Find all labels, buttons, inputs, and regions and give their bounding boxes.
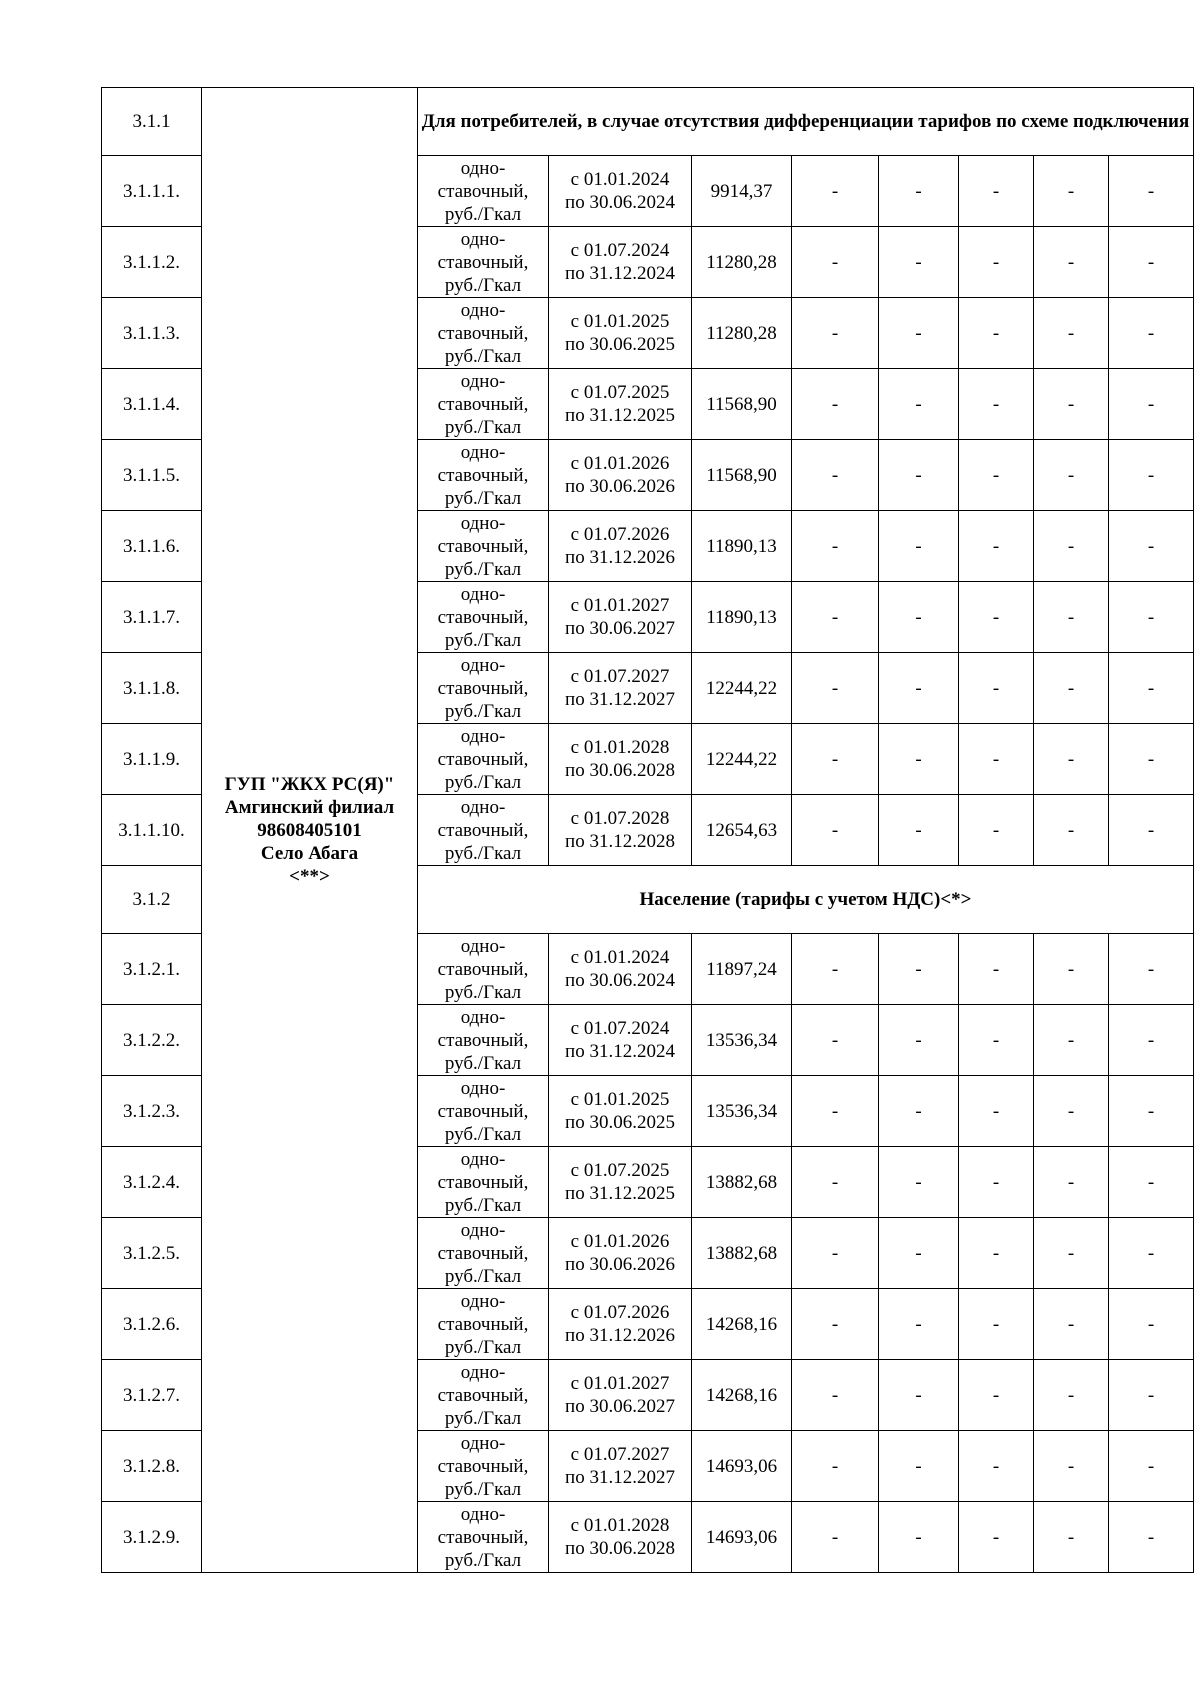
period-to: по 31.12.2026 <box>565 1325 675 1346</box>
tariff-type-line1: одно- <box>460 228 506 250</box>
tariff-type-line3: руб./Гкал <box>444 345 522 367</box>
tariff-value: 14693,06 <box>692 1502 792 1573</box>
period-cell <box>549 227 692 298</box>
period-to: по 31.12.2027 <box>565 1467 675 1488</box>
empty-value-dash: - <box>792 369 879 440</box>
tariff-type-line1: одно- <box>460 370 506 392</box>
tariff-value: 13882,68 <box>692 1147 792 1218</box>
period-from: с 01.01.2026 <box>570 453 670 474</box>
tariff-type-line3: руб./Гкал <box>444 1336 522 1358</box>
empty-value-dash: - <box>1109 724 1194 795</box>
tariff-type-line2: ставочный, <box>437 1384 529 1406</box>
empty-value-dash: - <box>1109 1289 1194 1360</box>
empty-value-dash: - <box>1034 369 1109 440</box>
row-number: 3.1.2.9. <box>102 1502 202 1573</box>
tariff-value: 11890,13 <box>692 511 792 582</box>
empty-value-dash: - <box>959 653 1034 724</box>
empty-value-dash: - <box>1034 1289 1109 1360</box>
tariff-type-line2: ставочный, <box>437 1455 529 1477</box>
row-number: 3.1.2.5. <box>102 1218 202 1289</box>
empty-value-dash: - <box>792 582 879 653</box>
empty-value-dash: - <box>879 582 959 653</box>
period-from: с 01.07.2025 <box>570 382 670 403</box>
row-number: 3.1.1.6. <box>102 511 202 582</box>
tariff-value: 11280,28 <box>692 227 792 298</box>
empty-value-dash: - <box>792 934 879 1005</box>
tariff-value: 11280,28 <box>692 298 792 369</box>
tariff-value: 9914,37 <box>692 156 792 227</box>
period-cell <box>549 369 692 440</box>
empty-value-dash: - <box>1034 156 1109 227</box>
empty-value-dash: - <box>1034 582 1109 653</box>
empty-value-dash: - <box>1034 1005 1109 1076</box>
period-cell <box>549 1360 692 1431</box>
empty-value-dash: - <box>879 440 959 511</box>
tariff-value: 12654,63 <box>692 795 792 866</box>
empty-value-dash: - <box>879 227 959 298</box>
tariff-type-line3: руб./Гкал <box>444 1549 522 1571</box>
period-to: по 31.12.2028 <box>565 831 675 852</box>
empty-value-dash: - <box>792 1147 879 1218</box>
tariff-type-line1: одно- <box>460 299 506 321</box>
row-number: 3.1.2.7. <box>102 1360 202 1431</box>
period-to: по 31.12.2027 <box>565 689 675 710</box>
empty-value-dash: - <box>959 1502 1034 1573</box>
tariff-value: 11897,24 <box>692 934 792 1005</box>
empty-value-dash: - <box>879 1431 959 1502</box>
tariff-type-line2: ставочный, <box>437 180 529 202</box>
tariff-value: 12244,22 <box>692 653 792 724</box>
row-number: 3.1.2.1. <box>102 934 202 1005</box>
tariff-type-cell <box>418 440 549 511</box>
row-number: 3.1.1.10. <box>102 795 202 866</box>
tariff-type-line3: руб./Гкал <box>444 981 522 1003</box>
empty-value-dash: - <box>879 1076 959 1147</box>
tariff-type-line3: руб./Гкал <box>444 1265 522 1287</box>
empty-value-dash: - <box>792 1502 879 1573</box>
tariff-type-line1: одно- <box>460 935 506 957</box>
tariff-type-line3: руб./Гкал <box>444 629 522 651</box>
empty-value-dash: - <box>792 653 879 724</box>
period-cell <box>549 795 692 866</box>
empty-value-dash: - <box>1109 582 1194 653</box>
row-number: 3.1.2.4. <box>102 1147 202 1218</box>
row-number: 3.1.1.8. <box>102 653 202 724</box>
empty-value-dash: - <box>1109 934 1194 1005</box>
period-from: с 01.01.2028 <box>570 737 670 758</box>
period-from: с 01.07.2024 <box>570 240 670 261</box>
period-cell <box>549 1147 692 1218</box>
empty-value-dash: - <box>959 440 1034 511</box>
tariff-type-line1: одно- <box>460 1432 506 1454</box>
period-to: по 31.12.2025 <box>565 405 675 426</box>
period-cell <box>549 511 692 582</box>
tariff-type-cell <box>418 934 549 1005</box>
tariff-type-line2: ставочный, <box>437 393 529 415</box>
tariff-type-cell <box>418 1360 549 1431</box>
period-from: с 01.07.2027 <box>570 1444 670 1465</box>
tariff-value: 12244,22 <box>692 724 792 795</box>
empty-value-dash: - <box>1109 653 1194 724</box>
empty-value-dash: - <box>1034 1360 1109 1431</box>
tariff-type-line1: одно- <box>460 583 506 605</box>
empty-value-dash: - <box>792 298 879 369</box>
tariff-type-line2: ставочный, <box>437 251 529 273</box>
period-to: по 31.12.2024 <box>565 1041 675 1062</box>
period-from: с 01.01.2024 <box>570 169 670 190</box>
empty-value-dash: - <box>1034 511 1109 582</box>
tariff-type-line2: ставочный, <box>437 535 529 557</box>
tariff-type-line3: руб./Гкал <box>444 1478 522 1500</box>
empty-value-dash: - <box>1109 1218 1194 1289</box>
empty-value-dash: - <box>959 1360 1034 1431</box>
tariff-value: 13536,34 <box>692 1005 792 1076</box>
period-from: с 01.01.2025 <box>570 1089 670 1110</box>
empty-value-dash: - <box>792 1360 879 1431</box>
empty-value-dash: - <box>1034 934 1109 1005</box>
period-to: по 30.06.2025 <box>565 334 675 355</box>
tariff-type-cell <box>418 653 549 724</box>
empty-value-dash: - <box>1109 1360 1194 1431</box>
empty-value-dash: - <box>879 369 959 440</box>
period-to: по 30.06.2025 <box>565 1112 675 1133</box>
period-to: по 30.06.2028 <box>565 1538 675 1559</box>
tariff-type-cell <box>418 156 549 227</box>
tariff-value: 13882,68 <box>692 1218 792 1289</box>
tariff-table <box>101 87 1194 1573</box>
tariff-type-cell <box>418 582 549 653</box>
tariff-type-line3: руб./Гкал <box>444 274 522 296</box>
empty-value-dash: - <box>1034 1431 1109 1502</box>
empty-value-dash: - <box>879 1218 959 1289</box>
empty-value-dash: - <box>1109 511 1194 582</box>
empty-value-dash: - <box>959 227 1034 298</box>
tariff-type-line1: одно- <box>460 1219 506 1241</box>
empty-value-dash: - <box>1109 1431 1194 1502</box>
period-from: с 01.07.2026 <box>570 1302 670 1323</box>
empty-value-dash: - <box>792 440 879 511</box>
empty-value-dash: - <box>1034 440 1109 511</box>
period-cell <box>549 1005 692 1076</box>
period-to: по 30.06.2026 <box>565 1254 675 1275</box>
empty-value-dash: - <box>879 1360 959 1431</box>
empty-value-dash: - <box>879 1005 959 1076</box>
tariff-type-line2: ставочный, <box>437 958 529 980</box>
empty-value-dash: - <box>1109 440 1194 511</box>
empty-value-dash: - <box>1109 298 1194 369</box>
empty-value-dash: - <box>1034 1076 1109 1147</box>
period-cell <box>549 724 692 795</box>
period-to: по 31.12.2024 <box>565 263 675 284</box>
empty-value-dash: - <box>792 1431 879 1502</box>
organization-line2: Амгинский филиал <box>224 796 395 818</box>
row-number: 3.1.1.9. <box>102 724 202 795</box>
empty-value-dash: - <box>1109 795 1194 866</box>
tariff-type-cell <box>418 1147 549 1218</box>
tariff-type-line3: руб./Гкал <box>444 416 522 438</box>
empty-value-dash: - <box>792 227 879 298</box>
tariff-type-line1: одно- <box>460 157 506 179</box>
empty-value-dash: - <box>959 1431 1034 1502</box>
empty-value-dash: - <box>879 653 959 724</box>
tariff-value: 14268,16 <box>692 1360 792 1431</box>
empty-value-dash: - <box>792 1289 879 1360</box>
empty-value-dash: - <box>879 298 959 369</box>
period-cell <box>549 298 692 369</box>
section-number: 3.1.1 <box>102 88 202 156</box>
period-from: с 01.01.2024 <box>570 947 670 968</box>
empty-value-dash: - <box>1034 795 1109 866</box>
row-number: 3.1.2.8. <box>102 1431 202 1502</box>
tariff-value: 11568,90 <box>692 369 792 440</box>
empty-value-dash: - <box>959 1218 1034 1289</box>
tariff-type-line1: одно- <box>460 725 506 747</box>
period-from: с 01.01.2025 <box>570 311 670 332</box>
empty-value-dash: - <box>959 795 1034 866</box>
period-cell <box>549 156 692 227</box>
tariff-type-line2: ставочный, <box>437 606 529 628</box>
organization-line1: ГУП "ЖКХ РС(Я)" <box>224 773 395 795</box>
tariff-value: 11890,13 <box>692 582 792 653</box>
period-cell <box>549 440 692 511</box>
period-cell <box>549 582 692 653</box>
tariff-type-line1: одно- <box>460 1148 506 1170</box>
empty-value-dash: - <box>1109 156 1194 227</box>
tariff-type-line2: ставочный, <box>437 819 529 841</box>
tariff-type-line1: одно- <box>460 1361 506 1383</box>
tariff-type-line3: руб./Гкал <box>444 842 522 864</box>
tariff-type-line1: одно- <box>460 1006 506 1028</box>
empty-value-dash: - <box>959 724 1034 795</box>
period-to: по 30.06.2024 <box>565 970 675 991</box>
tariff-type-cell <box>418 369 549 440</box>
row-number: 3.1.1.1. <box>102 156 202 227</box>
period-cell <box>549 1431 692 1502</box>
period-to: по 30.06.2026 <box>565 476 675 497</box>
tariff-type-cell <box>418 298 549 369</box>
row-number: 3.1.2.6. <box>102 1289 202 1360</box>
tariff-type-line1: одно- <box>460 654 506 676</box>
row-number: 3.1.1.4. <box>102 369 202 440</box>
empty-value-dash: - <box>792 511 879 582</box>
section-number: 3.1.2 <box>102 866 202 934</box>
tariff-table-body <box>102 88 1194 1573</box>
section-title: Население (тарифы с учетом НДС)<*> <box>418 866 1194 934</box>
empty-value-dash: - <box>959 369 1034 440</box>
period-from: с 01.07.2027 <box>570 666 670 687</box>
tariff-type-line2: ставочный, <box>437 1313 529 1335</box>
empty-value-dash: - <box>879 1289 959 1360</box>
tariff-type-line3: руб./Гкал <box>444 1194 522 1216</box>
empty-value-dash: - <box>959 156 1034 227</box>
empty-value-dash: - <box>879 511 959 582</box>
empty-value-dash: - <box>1034 724 1109 795</box>
period-from: с 01.01.2026 <box>570 1231 670 1252</box>
section-header-row <box>102 88 1194 156</box>
row-number: 3.1.1.3. <box>102 298 202 369</box>
tariff-type-line3: руб./Гкал <box>444 1123 522 1145</box>
tariff-type-line1: одно- <box>460 512 506 534</box>
period-cell <box>549 653 692 724</box>
empty-value-dash: - <box>959 934 1034 1005</box>
period-cell <box>549 1076 692 1147</box>
tariff-type-line2: ставочный, <box>437 322 529 344</box>
tariff-type-cell <box>418 795 549 866</box>
period-to: по 31.12.2026 <box>565 547 675 568</box>
period-from: с 01.07.2028 <box>570 808 670 829</box>
tariff-type-cell <box>418 1502 549 1573</box>
empty-value-dash: - <box>959 1289 1034 1360</box>
period-from: с 01.07.2025 <box>570 1160 670 1181</box>
tariff-type-cell <box>418 1005 549 1076</box>
empty-value-dash: - <box>792 724 879 795</box>
empty-value-dash: - <box>959 1005 1034 1076</box>
empty-value-dash: - <box>1109 1005 1194 1076</box>
row-number: 3.1.1.5. <box>102 440 202 511</box>
tariff-type-line1: одно- <box>460 1290 506 1312</box>
tariff-type-line2: ставочный, <box>437 464 529 486</box>
period-from: с 01.01.2027 <box>570 1373 670 1394</box>
tariff-type-cell <box>418 1431 549 1502</box>
empty-value-dash: - <box>1109 369 1194 440</box>
empty-value-dash: - <box>1109 1502 1194 1573</box>
empty-value-dash: - <box>1034 1147 1109 1218</box>
tariff-value: 11568,90 <box>692 440 792 511</box>
row-number: 3.1.1.2. <box>102 227 202 298</box>
tariff-type-line2: ставочный, <box>437 1100 529 1122</box>
empty-value-dash: - <box>792 795 879 866</box>
tariff-type-line2: ставочный, <box>437 1526 529 1548</box>
tariff-value: 13536,34 <box>692 1076 792 1147</box>
empty-value-dash: - <box>879 1502 959 1573</box>
tariff-type-line1: одно- <box>460 441 506 463</box>
tariff-type-cell <box>418 1076 549 1147</box>
empty-value-dash: - <box>879 724 959 795</box>
empty-value-dash: - <box>1034 1218 1109 1289</box>
tariff-type-line1: одно- <box>460 796 506 818</box>
empty-value-dash: - <box>959 511 1034 582</box>
tariff-type-cell <box>418 227 549 298</box>
period-cell <box>549 1218 692 1289</box>
tariff-type-line3: руб./Гкал <box>444 558 522 580</box>
tariff-type-line2: ставочный, <box>437 677 529 699</box>
empty-value-dash: - <box>879 156 959 227</box>
tariff-type-cell <box>418 724 549 795</box>
empty-value-dash: - <box>1034 1502 1109 1573</box>
tariff-type-line3: руб./Гкал <box>444 1052 522 1074</box>
period-from: с 01.07.2024 <box>570 1018 670 1039</box>
period-to: по 31.12.2025 <box>565 1183 675 1204</box>
organization-line4: Село Абага <box>260 842 359 864</box>
tariff-type-line3: руб./Гкал <box>444 203 522 225</box>
empty-value-dash: - <box>1034 227 1109 298</box>
period-to: по 30.06.2027 <box>565 618 675 639</box>
empty-value-dash: - <box>1034 653 1109 724</box>
organization-line3: 98608405101 <box>257 819 362 841</box>
empty-value-dash: - <box>879 934 959 1005</box>
empty-value-dash: - <box>1109 1076 1194 1147</box>
empty-value-dash: - <box>1034 298 1109 369</box>
empty-value-dash: - <box>792 1005 879 1076</box>
empty-value-dash: - <box>879 1147 959 1218</box>
empty-value-dash: - <box>792 1076 879 1147</box>
tariff-type-cell <box>418 511 549 582</box>
period-cell <box>549 934 692 1005</box>
organization-cell <box>202 88 418 1573</box>
organization-line5: <**> <box>289 865 330 887</box>
tariff-type-line2: ставочный, <box>437 1242 529 1264</box>
empty-value-dash: - <box>792 1218 879 1289</box>
row-number: 3.1.2.3. <box>102 1076 202 1147</box>
tariff-type-line3: руб./Гкал <box>444 487 522 509</box>
section-title: Для потребителей, в случае отсутствия дифференциации тарифов по схеме подключения <box>418 88 1194 156</box>
tariff-type-line2: ставочный, <box>437 1171 529 1193</box>
period-from: с 01.01.2028 <box>570 1515 670 1536</box>
empty-value-dash: - <box>959 1147 1034 1218</box>
tariff-type-line2: ставочный, <box>437 748 529 770</box>
period-cell <box>549 1502 692 1573</box>
row-number: 3.1.2.2. <box>102 1005 202 1076</box>
row-number: 3.1.1.7. <box>102 582 202 653</box>
period-from: с 01.07.2026 <box>570 524 670 545</box>
tariff-type-cell <box>418 1218 549 1289</box>
period-to: по 30.06.2024 <box>565 192 675 213</box>
period-to: по 30.06.2027 <box>565 1396 675 1417</box>
tariff-type-line1: одно- <box>460 1503 506 1525</box>
tariff-type-line2: ставочный, <box>437 1029 529 1051</box>
tariff-type-cell <box>418 1289 549 1360</box>
empty-value-dash: - <box>959 1076 1034 1147</box>
tariff-type-line3: руб./Гкал <box>444 1407 522 1429</box>
tariff-type-line1: одно- <box>460 1077 506 1099</box>
tariff-type-line3: руб./Гкал <box>444 700 522 722</box>
empty-value-dash: - <box>1109 1147 1194 1218</box>
empty-value-dash: - <box>959 298 1034 369</box>
period-cell <box>549 1289 692 1360</box>
empty-value-dash: - <box>959 582 1034 653</box>
period-from: с 01.01.2027 <box>570 595 670 616</box>
empty-value-dash: - <box>879 795 959 866</box>
tariff-type-line3: руб./Гкал <box>444 771 522 793</box>
tariff-value: 14693,06 <box>692 1431 792 1502</box>
tariff-value: 14268,16 <box>692 1289 792 1360</box>
empty-value-dash: - <box>792 156 879 227</box>
period-to: по 30.06.2028 <box>565 760 675 781</box>
empty-value-dash: - <box>1109 227 1194 298</box>
